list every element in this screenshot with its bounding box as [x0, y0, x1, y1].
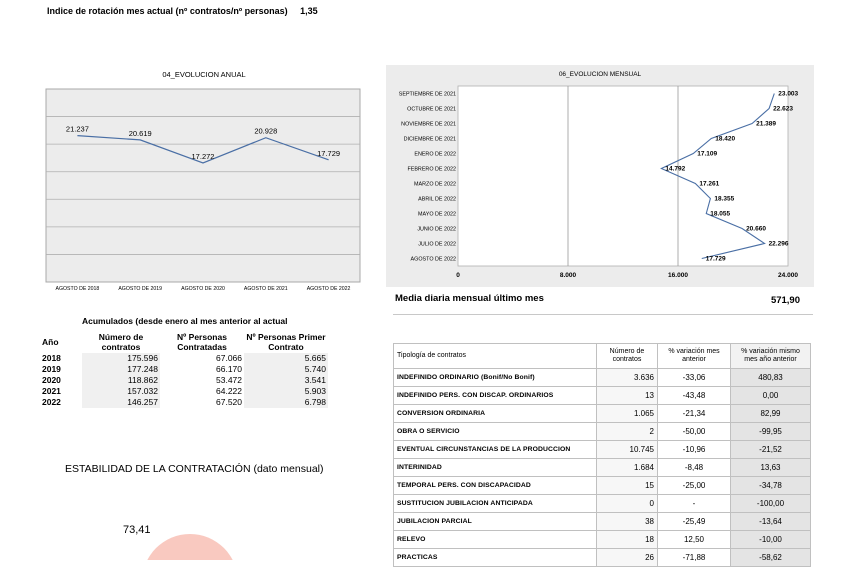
- data-label: 17.261: [699, 180, 720, 188]
- cell-var-year: -13,64: [731, 513, 811, 531]
- y-tick-label: MARZO DE 2022: [414, 181, 456, 188]
- contract-type-table: [393, 343, 811, 567]
- data-label: 22.623: [773, 105, 793, 113]
- x-tick-label: 8.000: [559, 272, 577, 279]
- x-tick-label: AGOSTO DE 2020: [181, 286, 225, 292]
- data-label: 18.055: [710, 210, 731, 218]
- x-tick-label: 24.000: [778, 272, 798, 279]
- data-label: 20.619: [128, 128, 152, 138]
- cell-var-year: -99,95: [731, 423, 811, 441]
- data-label: 18.420: [715, 135, 736, 143]
- cell-var-year: -21,52: [731, 441, 811, 459]
- table-row: [40, 375, 328, 386]
- x-tick-label: AGOSTO DE 2018: [55, 286, 100, 292]
- cell-type: OBRA O SERVICIO: [394, 423, 597, 441]
- cell-count: 38: [597, 513, 658, 531]
- x-tick-label: 0: [456, 272, 460, 279]
- cell-persons: 67.066: [216, 353, 242, 363]
- data-label: 23.003: [778, 90, 799, 98]
- table-row: [40, 386, 328, 397]
- cell-count: 2: [597, 423, 658, 441]
- cell-var-month: -10,96: [658, 441, 731, 459]
- cell-contracts: 175.596: [82, 353, 160, 364]
- data-label: 17.272: [191, 151, 215, 161]
- data-label: 17.729: [317, 148, 341, 158]
- column-header: % variación mismo mes año anterior: [731, 344, 811, 369]
- cell-type: INTERINIDAD: [394, 459, 597, 477]
- data-label: 22.296: [768, 240, 789, 248]
- y-tick-label: MAYO DE 2022: [418, 211, 456, 218]
- cell-count: 18: [597, 531, 658, 549]
- cell-type: SUSTITUCION JUBILACION ANTICIPADA: [394, 495, 597, 513]
- data-label: 20.660: [746, 225, 766, 233]
- stability-pie-chart: [140, 532, 240, 560]
- y-tick-label: ABRIL DE 2022: [418, 196, 456, 203]
- cell-count: 3.636: [597, 369, 658, 387]
- rotation-index-value: 1,35: [300, 6, 318, 16]
- table-row: [40, 397, 328, 408]
- cell-var-year: -10,00: [731, 531, 811, 549]
- cell-var-month: 12,50: [658, 531, 731, 549]
- column-header: % variación mes anterior: [658, 344, 731, 369]
- cell-var-month: -8,48: [658, 459, 731, 477]
- rotation-index: [47, 6, 318, 16]
- data-label: 20.928: [254, 126, 278, 136]
- cell-type: RELEVO: [394, 531, 597, 549]
- cell-contracts: 177.248: [82, 364, 160, 375]
- cell-var-year: 0,00: [731, 387, 811, 405]
- x-tick-label: AGOSTO DE 2021: [243, 286, 288, 292]
- cell-type: JUBILACION PARCIAL: [394, 513, 597, 531]
- column-header: Número de contratos: [597, 344, 658, 369]
- annual-evolution-chart: [40, 82, 365, 297]
- cell-count: 10.745: [597, 441, 658, 459]
- cell-contracts: 157.032: [82, 386, 160, 397]
- table-row: [394, 477, 811, 495]
- table-row: [40, 364, 328, 375]
- cell-var-year: -100,00: [731, 495, 811, 513]
- cell-year: 2019: [42, 364, 61, 374]
- cell-type: INDEFINIDO PERS. CON DISCAP. ORDINARIOS: [394, 387, 597, 405]
- x-tick-label: AGOSTO DE 2022: [306, 286, 351, 292]
- y-tick-label: NOVIEMBRE DE 2021: [401, 121, 456, 128]
- cumulative-table: [40, 331, 328, 408]
- cell-var-year: 480,83: [731, 369, 811, 387]
- y-tick-label: JUNIO DE 2022: [417, 226, 456, 233]
- cell-var-month: -50,00: [658, 423, 731, 441]
- table-row: [394, 387, 811, 405]
- column-header: Nº Personas Primer Contrato: [246, 332, 326, 352]
- table-row: [394, 531, 811, 549]
- cell-count: 1.065: [597, 405, 658, 423]
- cell-count: 1.684: [597, 459, 658, 477]
- annual-chart-title: 04_EVOLUCION ANUAL: [162, 70, 246, 79]
- cell-var-month: -: [658, 495, 731, 513]
- monthly-evolution-chart: [386, 65, 814, 287]
- cell-type: PRACTICAS: [394, 549, 597, 567]
- y-tick-label: FEBRERO DE 2022: [407, 166, 456, 173]
- data-label: 17.109: [697, 150, 718, 158]
- cell-first-contract: 6.798: [244, 397, 328, 408]
- table-row: [394, 441, 811, 459]
- cell-var-month: -25,00: [658, 477, 731, 495]
- cell-var-month: -21,34: [658, 405, 731, 423]
- daily-average-value: 571,90: [770, 295, 800, 306]
- cell-var-year: -58,62: [731, 549, 811, 567]
- column-header: Tipología de contratos: [394, 344, 597, 369]
- x-tick-label: 16.000: [668, 272, 688, 279]
- data-label: 18.355: [714, 195, 735, 203]
- cell-count: 26: [597, 549, 658, 567]
- table-row: [40, 353, 328, 364]
- y-tick-label: OCTUBRE DE 2021: [407, 106, 456, 113]
- y-tick-label: DICIEMBRE DE 2021: [403, 136, 456, 143]
- data-label: 21.389: [756, 120, 776, 128]
- y-tick-label: SEPTIEMBRE DE 2021: [398, 91, 456, 98]
- column-header: Número de contratos: [98, 332, 144, 352]
- table-row: [394, 405, 811, 423]
- cell-year: 2020: [42, 375, 61, 385]
- y-tick-label: AGOSTO DE 2022: [410, 256, 456, 263]
- cell-first-contract: 3.541: [244, 375, 328, 386]
- plot-area: [458, 86, 788, 266]
- daily-average-label: Media diaria mensual último mes: [395, 293, 544, 304]
- cell-type: CONVERSION ORDINARIA: [394, 405, 597, 423]
- data-label: 21.237: [65, 124, 89, 134]
- cell-contracts: 118.862: [82, 375, 160, 386]
- cell-persons: 67.520: [216, 397, 242, 407]
- table-row: [394, 459, 811, 477]
- monthly-chart-title: 06_EVOLUCION MENSUAL: [558, 71, 642, 78]
- data-label: 17.729: [705, 255, 726, 263]
- cell-year: 2021: [42, 386, 61, 396]
- y-tick-label: JULIO DE 2022: [418, 241, 456, 248]
- divider: [393, 314, 813, 315]
- cell-persons: 66.170: [216, 364, 242, 374]
- cell-count: 13: [597, 387, 658, 405]
- cell-count: 0: [597, 495, 658, 513]
- cell-persons: 64.222: [216, 386, 242, 396]
- cell-type: INDEFINIDO ORDINARIO (Bonif/No Bonif): [394, 369, 597, 387]
- cell-contracts: 146.257: [82, 397, 160, 408]
- cell-first-contract: 5.903: [244, 386, 328, 397]
- cell-var-year: -34,78: [731, 477, 811, 495]
- y-tick-label: ENERO DE 2022: [414, 151, 456, 158]
- table-row: [394, 513, 811, 531]
- rotation-index-label: Indice de rotación mes actual (nº contratos/nº personas): [47, 6, 288, 16]
- cell-persons: 53.472: [216, 375, 242, 385]
- cell-var-month: -33,06: [658, 369, 731, 387]
- table-row: [394, 369, 811, 387]
- column-header: Nº Personas Contratadas: [177, 332, 227, 352]
- cell-count: 15: [597, 477, 658, 495]
- stability-title: ESTABILIDAD DE LA CONTRATACIÓN (dato mensual): [65, 463, 324, 475]
- cell-var-month: -71,88: [658, 549, 731, 567]
- cell-type: EVENTUAL CIRCUNSTANCIAS DE LA PRODUCCION: [394, 441, 597, 459]
- table-row: [394, 495, 811, 513]
- data-label: 14.792: [665, 165, 686, 173]
- cell-var-year: 82,99: [731, 405, 811, 423]
- cell-first-contract: 5.740: [244, 364, 328, 375]
- cell-type: TEMPORAL PERS. CON DISCAPACIDAD: [394, 477, 597, 495]
- pie-data-label: 73,41: [123, 524, 151, 536]
- table-row: [394, 423, 811, 441]
- cell-var-month: -43,48: [658, 387, 731, 405]
- column-header: Año: [42, 337, 59, 347]
- cumulative-title: Acumulados (desde enero al mes anterior al actual: [82, 316, 288, 326]
- cell-var-month: -25,49: [658, 513, 731, 531]
- x-tick-label: AGOSTO DE 2019: [118, 286, 163, 292]
- table-row: [394, 549, 811, 567]
- cell-var-year: 13,63: [731, 459, 811, 477]
- cell-year: 2022: [42, 397, 61, 407]
- plot-area: [46, 89, 360, 282]
- pie-slice: [142, 534, 238, 560]
- cell-first-contract: 5.665: [244, 353, 328, 364]
- cell-year: 2018: [42, 353, 61, 363]
